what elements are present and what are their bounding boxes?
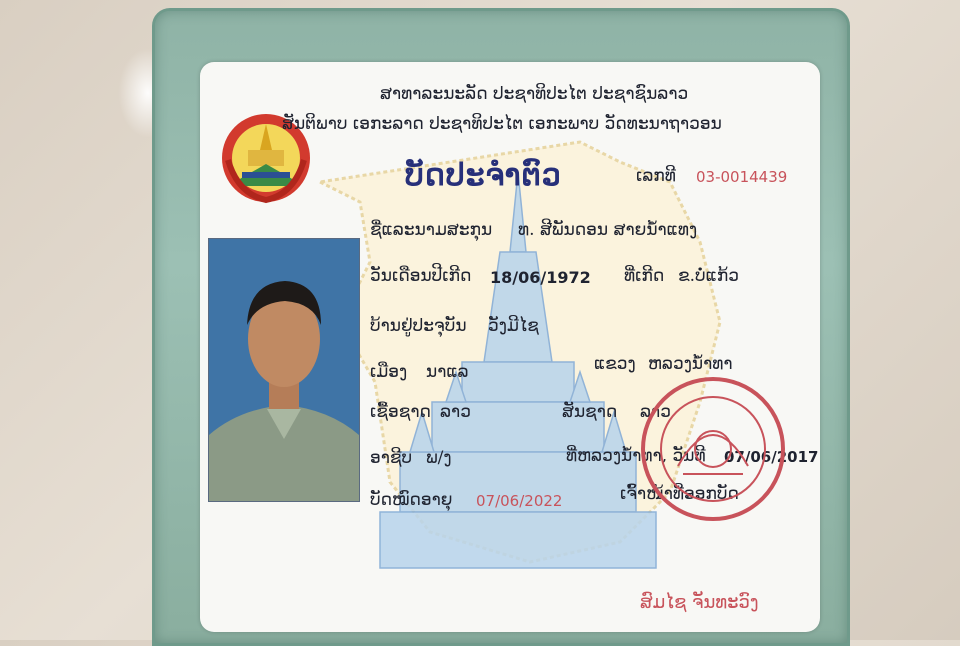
header-republic-name: ສາທາລະນະລັດ ປະຊາທິປະໄຕ ປະຊາຊົນລາວ <box>380 84 689 104</box>
number-label: ເລກທີ <box>636 166 676 186</box>
officer-label: ເຈົ້າໜ້າທີ່ອອກບັດ <box>620 484 739 504</box>
nationality-value: ລາວ <box>640 402 671 422</box>
portrait-image <box>209 239 359 501</box>
card-title: ບັດປະຈຳຕົວ <box>405 158 562 193</box>
header-motto: ສັນຕິພາບ ເອກະລາດ ປະຊາທິປະໄຕ ເອກະພາບ ວັດທະນາຖາວອນ <box>282 114 722 134</box>
signature-name: ສົມໄຊ ຈັນທະວົງ <box>640 592 759 613</box>
name-value: ທ. ສີພັນດອນ ສາຍນ້ຳແທງ <box>518 220 698 240</box>
occupation-value: ພ/ງ <box>426 448 452 468</box>
dob-value: 18/06/1972 <box>490 268 591 287</box>
issued-label: ທີ່ຫລວງນ້ຳທາ, ວັນທີ <box>566 446 706 466</box>
id-card <box>200 62 820 632</box>
pob-value: ຂ.ບໍ່ແກ້ວ <box>678 266 739 286</box>
dob-label: ວັນເດືອນປີເກີດ <box>370 266 472 286</box>
occupation-label: ອາຊີບ <box>370 448 413 468</box>
address-value: ວັງມີໄຊ <box>488 316 539 336</box>
province-value: ຫລວງນ້ຳທາ <box>648 354 733 374</box>
pob-label: ທີ່ເກີດ <box>624 266 665 286</box>
ethnicity-value: ລາວ <box>440 402 471 422</box>
ethnicity-label: ເຊື້ອຊາດ <box>370 402 431 422</box>
card-number: 03-0014439 <box>696 168 788 186</box>
address-label: ບ້ານຢູ່ປະຈຸບັນ <box>370 316 467 336</box>
expiry-value: 07/06/2022 <box>476 492 563 510</box>
district-label: ເມືອງ <box>370 362 408 382</box>
nationality-label: ສັນຊາດ <box>562 402 618 422</box>
expiry-label: ບັດໝົດອາຍຸ <box>370 490 453 510</box>
district-value: ນາແລ <box>426 362 469 382</box>
holder-photo <box>208 238 360 502</box>
province-label: ແຂວງ <box>594 354 636 374</box>
official-stamp <box>638 374 788 524</box>
issued-date: 07/06/2017 <box>724 448 819 466</box>
name-label: ຊື່ແລະນາມສະກຸນ <box>370 220 493 240</box>
